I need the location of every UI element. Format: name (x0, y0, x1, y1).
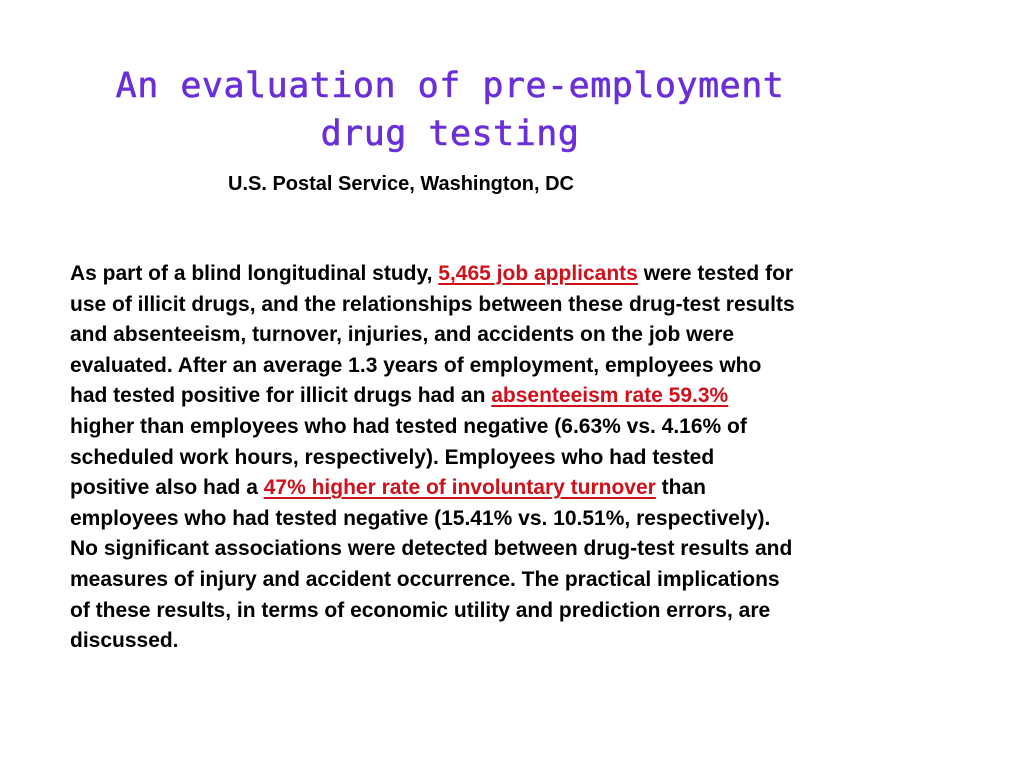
slide-title-line-1: An evaluation of pre-employment (115, 66, 785, 106)
abstract-line-1 (70, 259, 970, 290)
abstract-paragraph (70, 259, 970, 657)
abstract-line-3: and absenteeism, turnover, injuries, and accidents on the job were (70, 323, 735, 347)
slide-title-line-2: drug testing (320, 114, 580, 154)
abstract-line-9: employees who had tested negative (15.41% vs. 10.51%, respectively). (70, 506, 771, 530)
abstract-text: positive also had a (70, 476, 264, 500)
abstract-line-13: discussed. (70, 629, 179, 653)
abstract-line-4: evaluated. After an average 1.3 years of employment, employees who (70, 353, 762, 377)
abstract-line-11: measures of injury and accident occurrence. The practical implications (70, 567, 780, 591)
abstract-text: were tested for (637, 262, 794, 285)
abstract-line-10: No significant associations were detected between drug-test results and (70, 537, 793, 561)
slide-title (60, 62, 840, 158)
abstract-line-6: higher than employees who had tested negative (6.63% vs. 4.16% of (70, 414, 747, 438)
highlight-job-applicants: 5,465 job applicants (438, 262, 638, 285)
abstract-text: had tested positive for illicit drugs had an (70, 384, 492, 408)
highlight-involuntary-turnover: 47% higher rate of involuntary turnover (263, 476, 656, 500)
abstract-line-5 (70, 381, 970, 412)
abstract-line-2: use of illicit drugs, and the relationships between these drug-test results (70, 292, 795, 316)
slide-subtitle: U.S. Postal Service, Washington, DC (228, 173, 574, 195)
abstract-line-7: scheduled work hours, respectively). Employees who had tested (70, 445, 715, 469)
abstract-text: As part of a blind longitudinal study, (70, 262, 439, 285)
abstract-line-8 (70, 473, 970, 504)
highlight-absenteeism-rate: absenteeism rate 59.3% (491, 384, 729, 408)
abstract-text: than (655, 476, 706, 500)
abstract-line-12: of these results, in terms of economic utility and prediction errors, are (70, 598, 771, 622)
